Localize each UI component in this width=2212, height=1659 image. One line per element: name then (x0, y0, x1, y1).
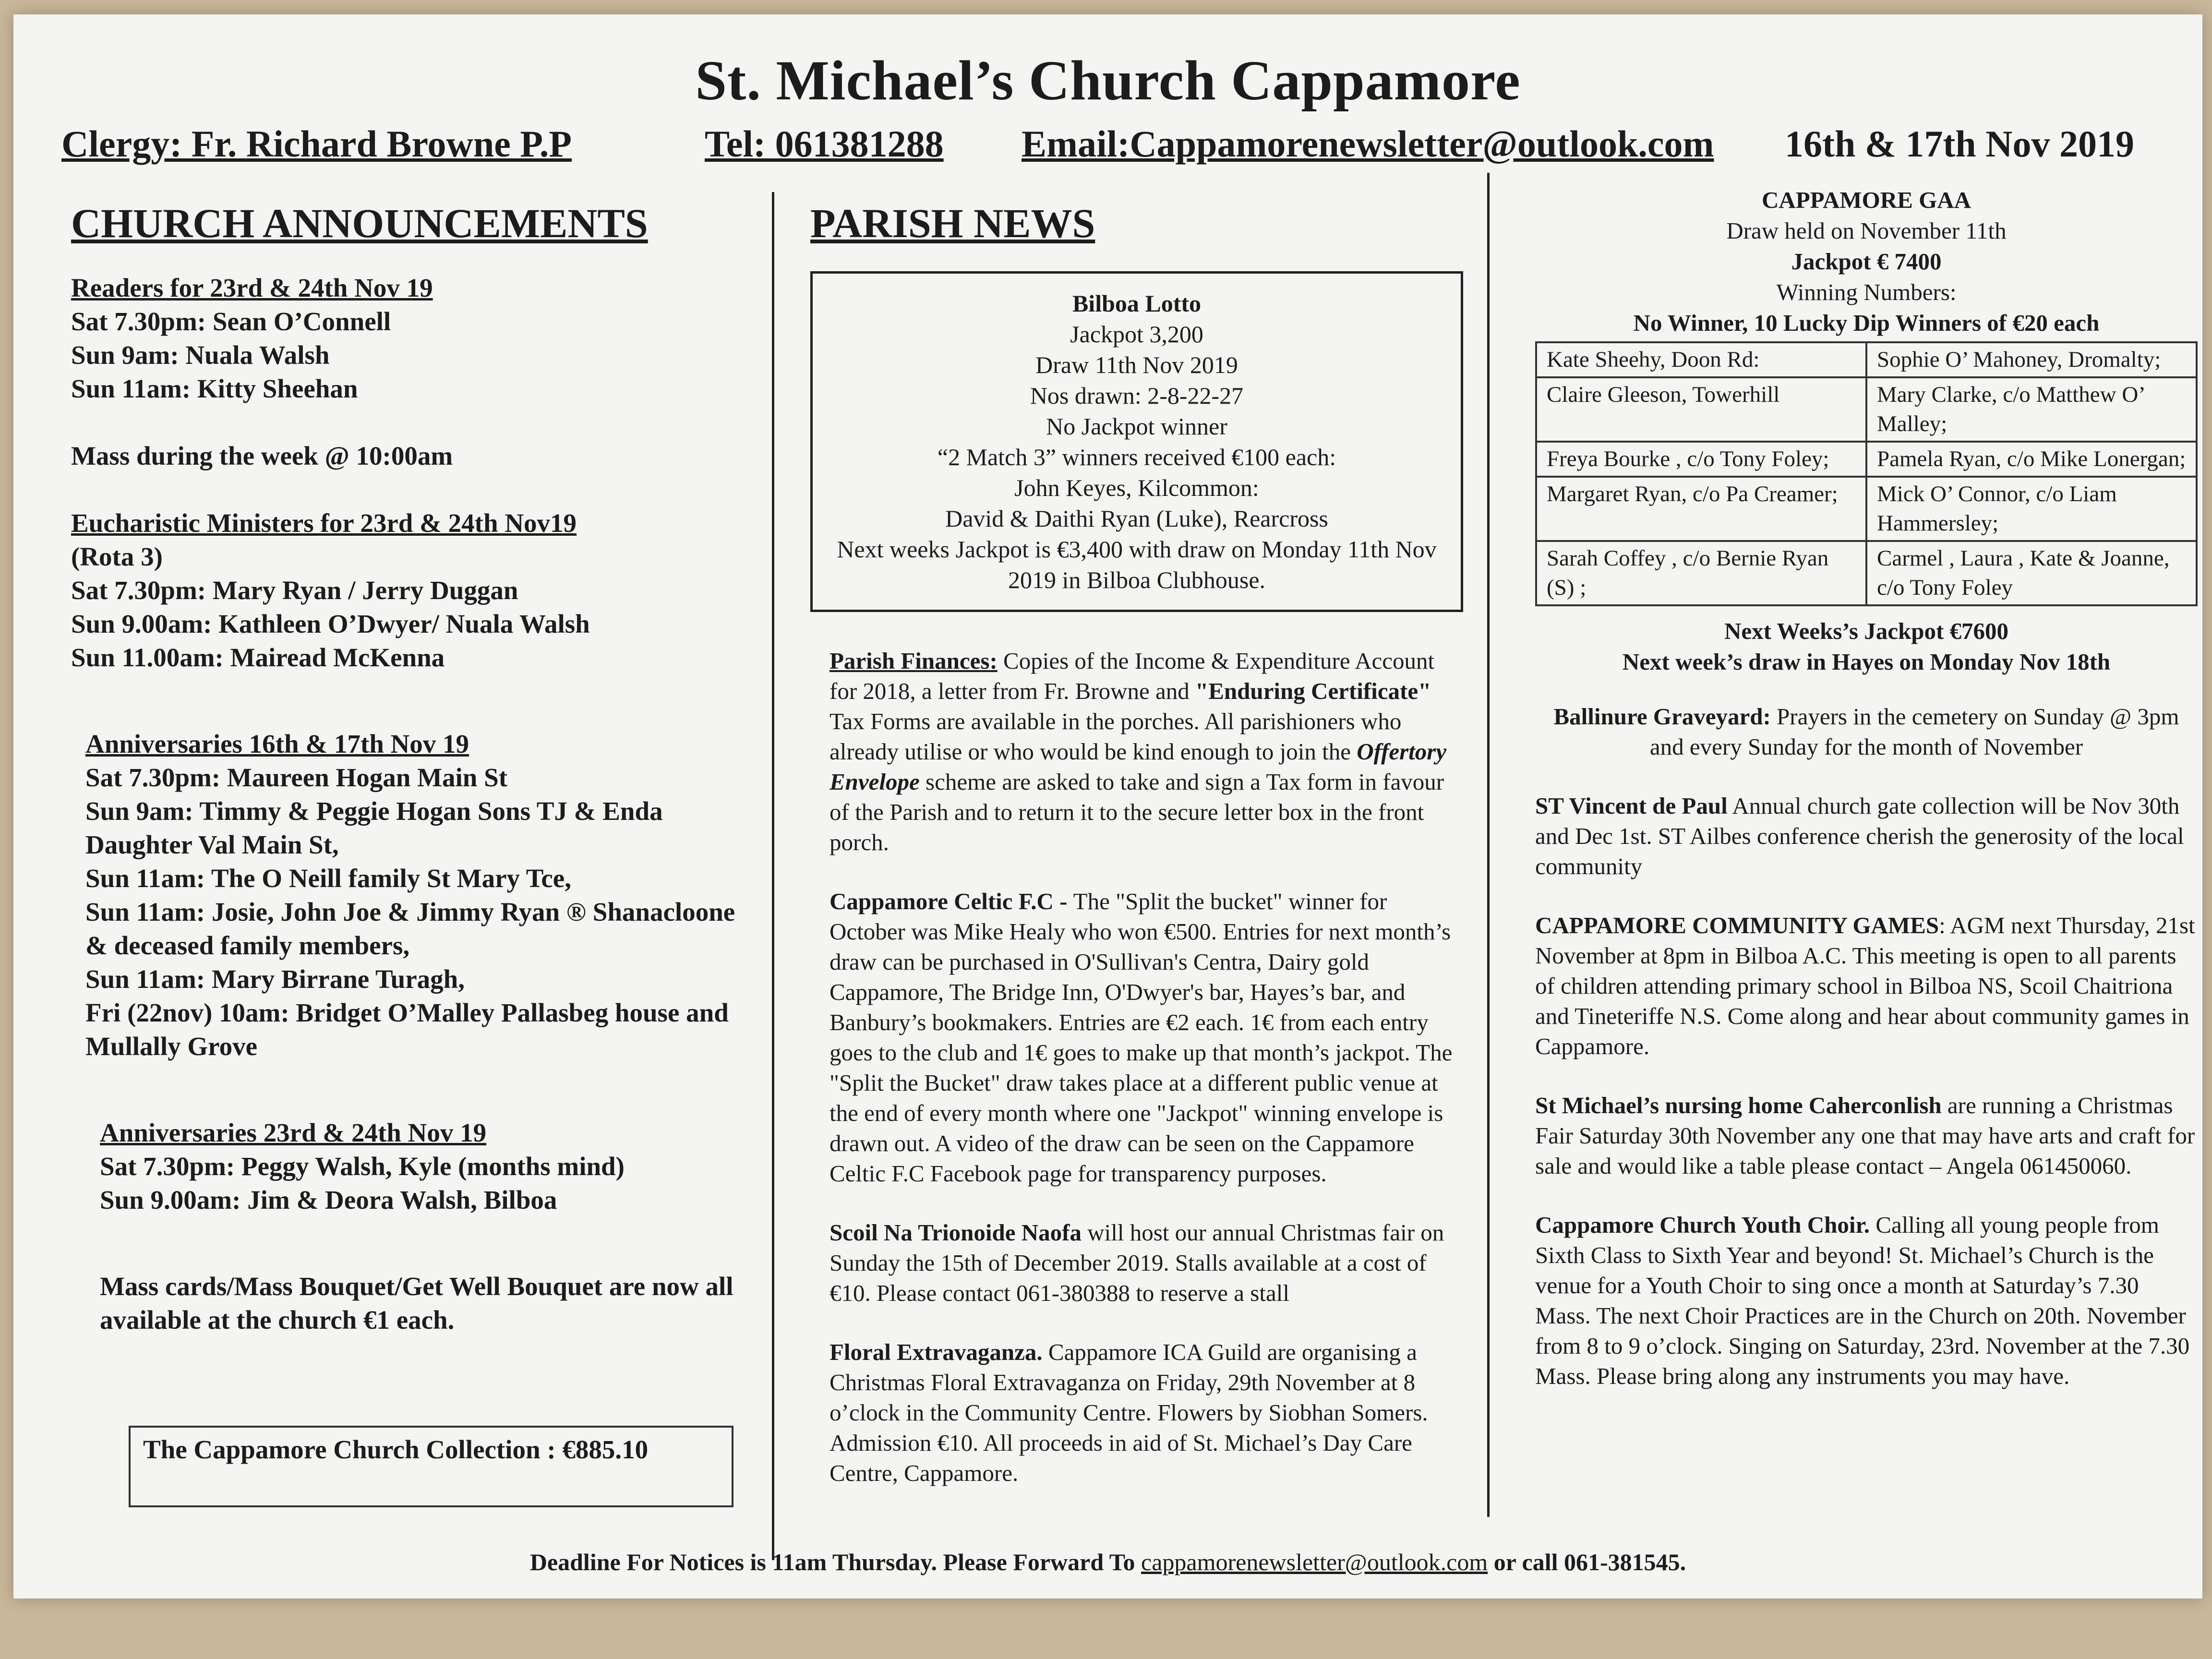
anniversary-line: Sun 11am: The O Neill family St Mary Tce, (85, 864, 571, 893)
lotto-line: “2 Match 3” winners received €100 each: (937, 444, 1336, 470)
anniversary-line: Sun 11am: Josie, John Joe & Jimmy Ryan ® Shanacloone & deceased family members, (85, 897, 735, 960)
notice-text: Calling all young people from Sixth Class to Sixth Year and beyond! St. Michael’s Church is the venue for a Youth Choir to sing once a month at Saturday’s 7.30 Mass. The next Choir Practices are in the Church on 20th. November from 8 to 9 o’clock. Singing on Saturday, 23rd. November at the 7.30 Mass. Please bring along any instruments you may have. (1535, 1212, 2190, 1389)
table-cell: Mick O’ Connor, c/o Liam Hammersley; (1866, 477, 2197, 541)
church-announcements-column (71, 199, 743, 1337)
lotto-line: Next weeks Jackpot is €3,400 with draw on Monday 11th Nov 2019 in Bilboa Clubhouse. (837, 536, 1437, 593)
gaa-column (1535, 185, 2198, 1420)
notice-text: scheme are asked to take and sign a Tax form in favour of the Parish and to return it to the secure letter box in the front porch. (830, 769, 1444, 855)
column-divider-right (1487, 173, 1490, 1517)
community-games-title: CAPPAMORE COMMUNITY GAMES (1535, 912, 1939, 938)
readers-heading: Readers for 23rd & 24th Nov 19 (71, 273, 433, 302)
ministers-heading: Eucharistic Ministers for 23rd & 24th Nov19 (71, 508, 577, 538)
notice-text-bold: "Enduring Certificate" (1195, 678, 1431, 704)
gaa-winning-numbers: Winning Numbers: (1776, 279, 1957, 305)
clergy-line: Clergy: Fr. Richard Browne P.P (61, 123, 572, 165)
lotto-line: No Jackpot winner (1046, 413, 1227, 440)
lotto-line: Draw 11th Nov 2019 (1035, 351, 1238, 378)
table-row (1536, 377, 2197, 442)
anniversary-line: Sun 11am: Mary Birrane Turagh, (85, 964, 465, 994)
notice-text-emphasis: Offertory Envelope (830, 738, 1447, 795)
notice-text: Annual church gate collection will be Nov 30th and Dec 1st. ST Ailbes conference cherish the generosity of the local community (1535, 793, 2184, 879)
anniversary-line: Sat 7.30pm: Peggy Walsh, Kyle (months mind) (100, 1152, 625, 1181)
table-cell: Sarah Coffey , c/o Bernie Ryan (S) ; (1536, 541, 1866, 605)
nursing-home-notice (1535, 1090, 2198, 1181)
table-cell: Carmel , Laura , Kate & Joanne, c/o Tony Foley (1866, 541, 2197, 605)
parish-news-column (810, 199, 1463, 1517)
gaa-box (1535, 185, 2198, 338)
parish-finances-notice (810, 646, 1463, 857)
footer-deadline (13, 1548, 2202, 1576)
readers-line: Sun 9am: Nuala Walsh (71, 340, 330, 370)
table-cell: Margaret Ryan, c/o Pa Creamer; (1536, 477, 1866, 541)
column-divider-left (772, 192, 774, 1560)
gaa-jackpot: Jackpot € 7400 (1791, 248, 1942, 275)
footer-email-link[interactable]: cappamorenewsletter@outlook.com (1141, 1549, 1488, 1575)
ballinure-title: Ballinure Graveyard: (1553, 703, 1771, 730)
table-row (1536, 342, 2197, 377)
footer-text: or call 061-381545. (1488, 1549, 1686, 1575)
ministers-line: Sun 9.00am: Kathleen O’Dwyer/ Nuala Walsh (71, 609, 590, 638)
table-row (1536, 477, 2197, 541)
notice-text: Tax Forms are available in the porches. All parishioners who already utilise or who would be kind enough to join the (830, 708, 1402, 765)
gaa-title: CAPPAMORE GAA (1762, 187, 1971, 213)
floral-notice (810, 1337, 1463, 1488)
notice-text: Copies of the Income & Expenditure Account for 2018, a letter from Fr. Browne and (830, 648, 1435, 704)
mass-cards-notice: Mass cards/Mass Bouquet/Get Well Bouquet are now all available at the church €1 each. (100, 1272, 733, 1334)
gaa-no-winner: No Winner, 10 Lucky Dip Winners of €20 each (1633, 310, 2100, 336)
phone-line: Tel: 061381288 (705, 123, 944, 165)
celtic-fc-title: Cappamore Celtic F.C - (830, 888, 1073, 914)
notice-text: are running a Christmas Fair Saturday 30th November any one that may have arts and craft for sale and would like a table please contact – Angela 061450060. (1535, 1092, 2195, 1179)
lucky-dip-table (1535, 341, 2198, 606)
email-link[interactable]: Email:Cappamorenewsletter@outlook.com (1022, 123, 1714, 165)
church-collection-text: The Cappamore Church Collection : €885.10 (143, 1435, 649, 1464)
parish-news-title: PARISH NEWS (810, 200, 1095, 246)
ministers-line: Sat 7.30pm: Mary Ryan / Jerry Duggan (71, 576, 518, 605)
scoil-title: Scoil Na Trionoide Naofa (830, 1219, 1082, 1246)
lotto-line: John Keyes, Kilcommon: (1014, 474, 1259, 501)
issue-date: 16th & 17th Nov 2019 (1785, 123, 2135, 165)
table-cell: Mary Clarke, c/o Matthew O’ Malley; (1866, 377, 2197, 442)
gaa-next-jackpot: Next Weeks’s Jackpot €7600 (1724, 618, 2009, 644)
table-cell: Pamela Ryan, c/o Mike Lonergan; (1866, 442, 2197, 477)
table-cell: Kate Sheehy, Doon Rd: (1536, 342, 1866, 377)
vincent-title: ST Vincent de Paul (1535, 793, 1728, 819)
readers-line: Sun 11am: Kitty Sheehan (71, 374, 358, 403)
parish-finances-title: Parish Finances: (830, 648, 998, 674)
page-title: St. Michael’s Church Cappamore (695, 49, 1521, 112)
scoil-notice (810, 1217, 1463, 1308)
ministers-line: Sun 11.00am: Mairead McKenna (71, 643, 445, 672)
table-row (1536, 442, 2197, 477)
weekday-mass: Mass during the week @ 10:00am (71, 441, 453, 470)
church-collection-box (129, 1426, 733, 1507)
lotto-line: Jackpot 3,200 (1070, 321, 1203, 348)
notice-text: will host our annual Christmas fair on Sunday the 15th of December 2019. Stalls available at a cost of €10. Please contact 061-380388 to reserve a stall (830, 1219, 1444, 1306)
notice-text: : AGM next Thursday, 21st November at 8pm in Bilboa A.C. This meeting is open to all parents of children attending primary school in Bilboa NS, Scoil Chaitriona and Tineteriffe N.S. Come along and hear about community games in Cappamore. (1535, 912, 2195, 1059)
anniversary-line: Sun 9.00am: Jim & Deora Walsh, Bilboa (100, 1185, 557, 1214)
nursing-home-title: St Michael’s nursing home Caherconlish (1535, 1092, 1942, 1118)
youth-choir-title: Cappamore Church Youth Choir. (1535, 1212, 1870, 1238)
table-cell: Freya Bourke , c/o Tony Foley; (1536, 442, 1866, 477)
youth-choir-notice (1535, 1210, 2198, 1391)
newsletter-sheet (13, 14, 2202, 1599)
floral-title: Floral Extravaganza. (830, 1339, 1043, 1365)
celtic-fc-notice (810, 886, 1463, 1189)
vincent-notice (1535, 791, 2198, 881)
gaa-next-draw: Next week’s draw in Hayes on Monday Nov 18th (1622, 649, 2111, 675)
lotto-line: Nos drawn: 2-8-22-27 (1030, 382, 1244, 409)
lotto-line: David & Daithi Ryan (Luke), Rearcross (945, 505, 1328, 532)
anniversary-line: Fri (22nov) 10am: Bridget O’Malley Pallasbeg house and Mullally Grove (85, 998, 729, 1061)
anniversaries-heading-1: Anniversaries 16th & 17th Nov 19 (85, 729, 469, 758)
church-announcements-title: CHURCH ANNOUNCEMENTS (71, 200, 648, 246)
ministers-line: (Rota 3) (71, 542, 163, 571)
table-row (1536, 541, 2197, 605)
lotto-title: Bilboa Lotto (1072, 290, 1202, 317)
notice-text: Prayers in the cemetery on Sunday @ 3pm and every Sunday for the month of November (1649, 703, 2179, 760)
gaa-draw: Draw held on November 11th (1726, 217, 2007, 244)
ballinure-notice (1535, 701, 2198, 762)
community-games-notice (1535, 910, 2198, 1061)
notice-text: Cappamore ICA Guild are organising a Christmas Floral Extravaganza on Friday, 29th November at 8 o’clock in the Community Centre. Flowers by Siobhan Somers. Admission €10. All proceeds in aid of St. Michael’s Day Care Centre, Cappamore. (830, 1339, 1428, 1486)
readers-line: Sat 7.30pm: Sean O’Connell (71, 307, 391, 336)
bilboa-lotto-box (810, 271, 1463, 612)
table-cell: Sophie O’ Mahoney, Dromalty; (1866, 342, 2197, 377)
notice-text: The "Split the bucket" winner for October was Mike Healy who won €500. Entries for next month’s draw can be purchased in O'Sullivan's Centra, Dairy gold Cappamore, The Bridge Inn, O'Dwyer's bar, Hayes’s bar, and Banbury’s bookmakers. Entries are €2 each. 1€ from each entry goes to the club and 1€ goes to make up that month’s jackpot. The "Split the Bucket" draw takes place at a different public venue at the end of every month where one "Jackpot" winning envelope is drawn out. A video of the draw can be seen on the Cappamore Celtic F.C Facebook page for transparency purposes. (830, 888, 1453, 1187)
table-cell: Claire Gleeson, Towerhill (1536, 377, 1866, 442)
anniversaries-heading-2: Anniversaries 23rd & 24th Nov 19 (100, 1118, 487, 1147)
footer-text: Deadline For Notices is 11am Thursday. Please Forward To (529, 1549, 1142, 1575)
anniversary-line: Sun 9am: Timmy & Peggie Hogan Sons TJ & Enda Daughter Val Main St, (85, 796, 663, 859)
anniversary-line: Sat 7.30pm: Maureen Hogan Main St (85, 763, 508, 792)
